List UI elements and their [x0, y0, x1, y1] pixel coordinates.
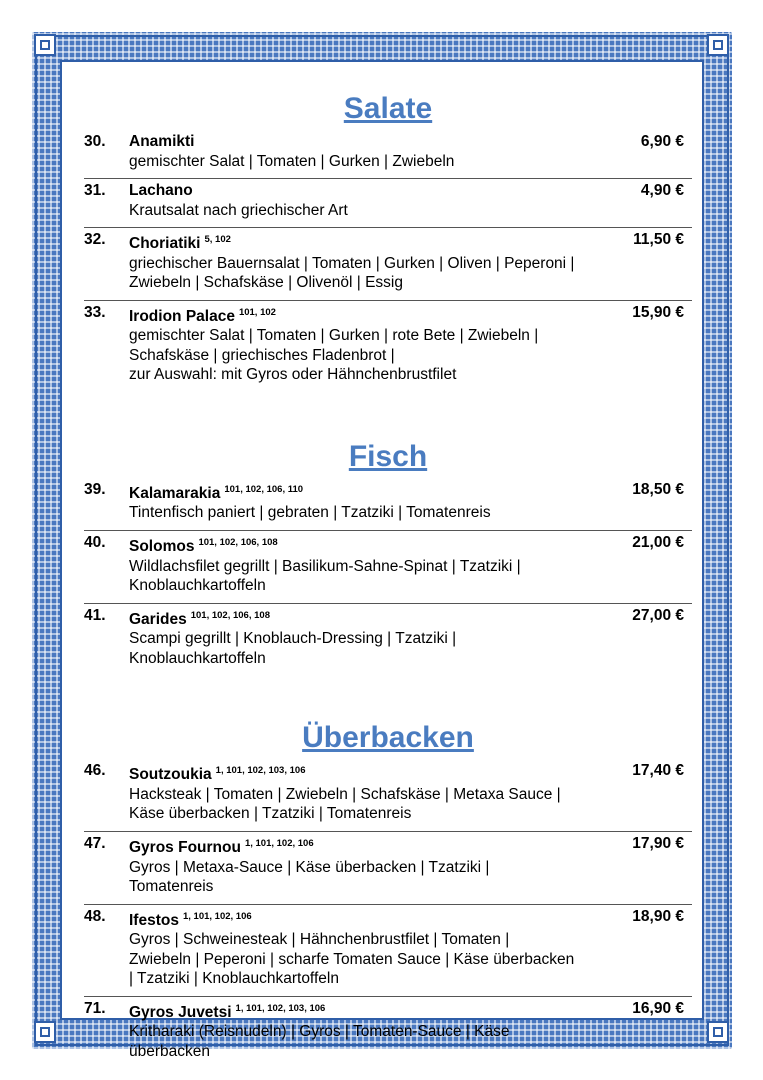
allergen-codes: 1, 101, 102, 103, 106 — [215, 765, 306, 777]
item-price: 17,40 € — [632, 762, 684, 780]
menu-item — [84, 132, 692, 178]
item-description-line: gemischter Salat | Tomaten | Gurken | Zwiebeln — [129, 152, 455, 170]
item-description-line: Gyros | Metaxa-Sauce | Käse überbacken | Tzatziki | — [129, 858, 490, 876]
section-title: Fisch — [348, 439, 428, 473]
section-title: Überbacken — [302, 721, 474, 755]
item-description-line: Schafskäse | griechisches Fladenbrot | — [129, 346, 395, 364]
item-price: 21,00 € — [632, 533, 684, 551]
item-description-line: Kritharaki (Reisnudeln) | Gyros | Tomaten-Sauce | Käse — [129, 1023, 510, 1041]
item-number: 48. — [84, 907, 106, 925]
item-name-text: Kalamarakia — [129, 484, 221, 502]
item-price: 18,50 € — [632, 480, 684, 498]
item-name-text: Lachano — [129, 182, 193, 199]
allergen-codes: 1, 101, 102, 103, 106 — [235, 1002, 326, 1014]
item-name — [129, 999, 692, 1023]
item-name — [129, 761, 692, 785]
item-description-line: Zwiebeln | Schafskäse | Olivenöl | Essig — [129, 274, 403, 292]
item-number: 46. — [84, 762, 106, 780]
menu-item — [84, 227, 692, 300]
menu-item — [84, 761, 692, 831]
menu-item — [84, 300, 692, 392]
item-description-line: Wildlachsfilet gegrillt | Basilikum-Sahne-Spinat | Tzatziki | — [129, 557, 521, 575]
item-price: 15,90 € — [632, 303, 684, 321]
allergen-codes: 101, 102 — [238, 306, 276, 318]
item-number: 30. — [84, 133, 106, 150]
border-corner-ornament — [707, 34, 729, 56]
item-description-line: Scampi gegrillt | Knoblauch-Dressing | Tzatziki | — [129, 630, 457, 648]
item-name — [129, 907, 692, 931]
item-price: 18,90 € — [632, 907, 684, 925]
menu-item-list — [84, 761, 692, 1068]
border-corner-ornament — [34, 1021, 56, 1043]
item-name — [129, 480, 692, 504]
item-description-line: Tintenfisch paniert | gebraten | Tzatziki | Tomatenreis — [129, 504, 491, 522]
item-name-text: Irodion Palace — [129, 307, 235, 325]
item-price: 16,90 € — [632, 999, 684, 1017]
item-name — [129, 303, 692, 327]
item-description-line: Zwiebeln | Peperoni | scharfe Tomaten Sauce | Käse überbacken — [129, 950, 575, 968]
item-description-line: Hacksteak | Tomaten | Zwiebeln | Schafskäse | Metaxa Sauce | — [129, 785, 561, 803]
allergen-codes: 101, 102, 106, 108 — [190, 609, 270, 621]
item-number: 31. — [84, 182, 106, 199]
menu-item — [84, 480, 692, 530]
menu-item — [84, 530, 692, 603]
menu-item — [84, 996, 692, 1069]
item-description-line: Krautsalat nach griechischer Art — [129, 201, 348, 219]
item-description-line: überbacken — [129, 1042, 211, 1060]
item-price: 4,90 € — [640, 182, 684, 199]
menu-item — [84, 831, 692, 904]
allergen-codes: 5, 102 — [204, 234, 231, 245]
item-price: 17,90 € — [632, 834, 684, 852]
item-name-text: Gyros Juvetsi — [129, 1003, 232, 1021]
item-description-line: Knoblauchkartoffeln — [129, 577, 266, 595]
section-title: Salate — [343, 92, 433, 125]
item-name — [129, 230, 692, 254]
item-description-line: griechischer Bauernsalat | Tomaten | Gurken | Oliven | Peperoni | — [129, 254, 575, 272]
item-description-line: gemischter Salat | Tomaten | Gurken | rote Bete | Zwiebeln | — [129, 327, 539, 345]
allergen-codes: 101, 102, 106, 108 — [198, 536, 278, 548]
menu-item — [84, 178, 692, 227]
item-number: 33. — [84, 303, 106, 321]
item-name-text: Soutzoukia — [129, 766, 212, 784]
item-name — [129, 834, 692, 858]
item-number: 71. — [84, 999, 106, 1017]
item-name-text: Choriatiki — [129, 235, 201, 253]
item-name — [129, 181, 692, 201]
allergen-codes: 1, 101, 102, 106 — [244, 837, 314, 849]
item-name-text: Solomos — [129, 538, 195, 556]
item-description-line: | Tzatziki | Knoblauchkartoffeln — [129, 970, 339, 988]
menu-item-list — [84, 480, 692, 675]
border-corner-ornament — [34, 34, 56, 56]
item-name-text: Anamikti — [129, 133, 195, 150]
item-number: 47. — [84, 834, 106, 852]
item-price: 27,00 € — [632, 606, 684, 624]
item-number: 41. — [84, 606, 106, 624]
item-number: 32. — [84, 231, 106, 248]
item-name-text: Garides — [129, 610, 187, 628]
allergen-codes: 101, 102, 106, 110 — [224, 483, 304, 495]
item-price: 6,90 € — [640, 133, 684, 150]
item-description-line: Tomatenreis — [129, 878, 214, 896]
item-description-line: Knoblauchkartoffeln — [129, 649, 266, 667]
item-description-line: zur Auswahl: mit Gyros oder Hähnchenbrustfilet — [129, 366, 457, 384]
menu-item — [84, 904, 692, 996]
item-name — [129, 606, 692, 630]
item-price: 11,50 € — [633, 231, 684, 248]
item-description-line: Käse überbacken | Tzatziki | Tomatenreis — [129, 805, 412, 823]
item-number: 39. — [84, 480, 106, 498]
menu-item — [84, 603, 692, 676]
item-name — [129, 533, 692, 557]
border-corner-ornament — [707, 1021, 729, 1043]
item-name — [129, 132, 692, 152]
item-name-text: Gyros Fournou — [129, 839, 241, 857]
item-name-text: Ifestos — [129, 911, 179, 929]
menu-content — [84, 92, 692, 1068]
allergen-codes: 1, 101, 102, 106 — [182, 910, 252, 922]
item-number: 40. — [84, 533, 106, 551]
item-description-line: Gyros | Schweinesteak | Hähnchenbrustfilet | Tomaten | — [129, 931, 510, 949]
menu-item-list — [84, 132, 692, 392]
